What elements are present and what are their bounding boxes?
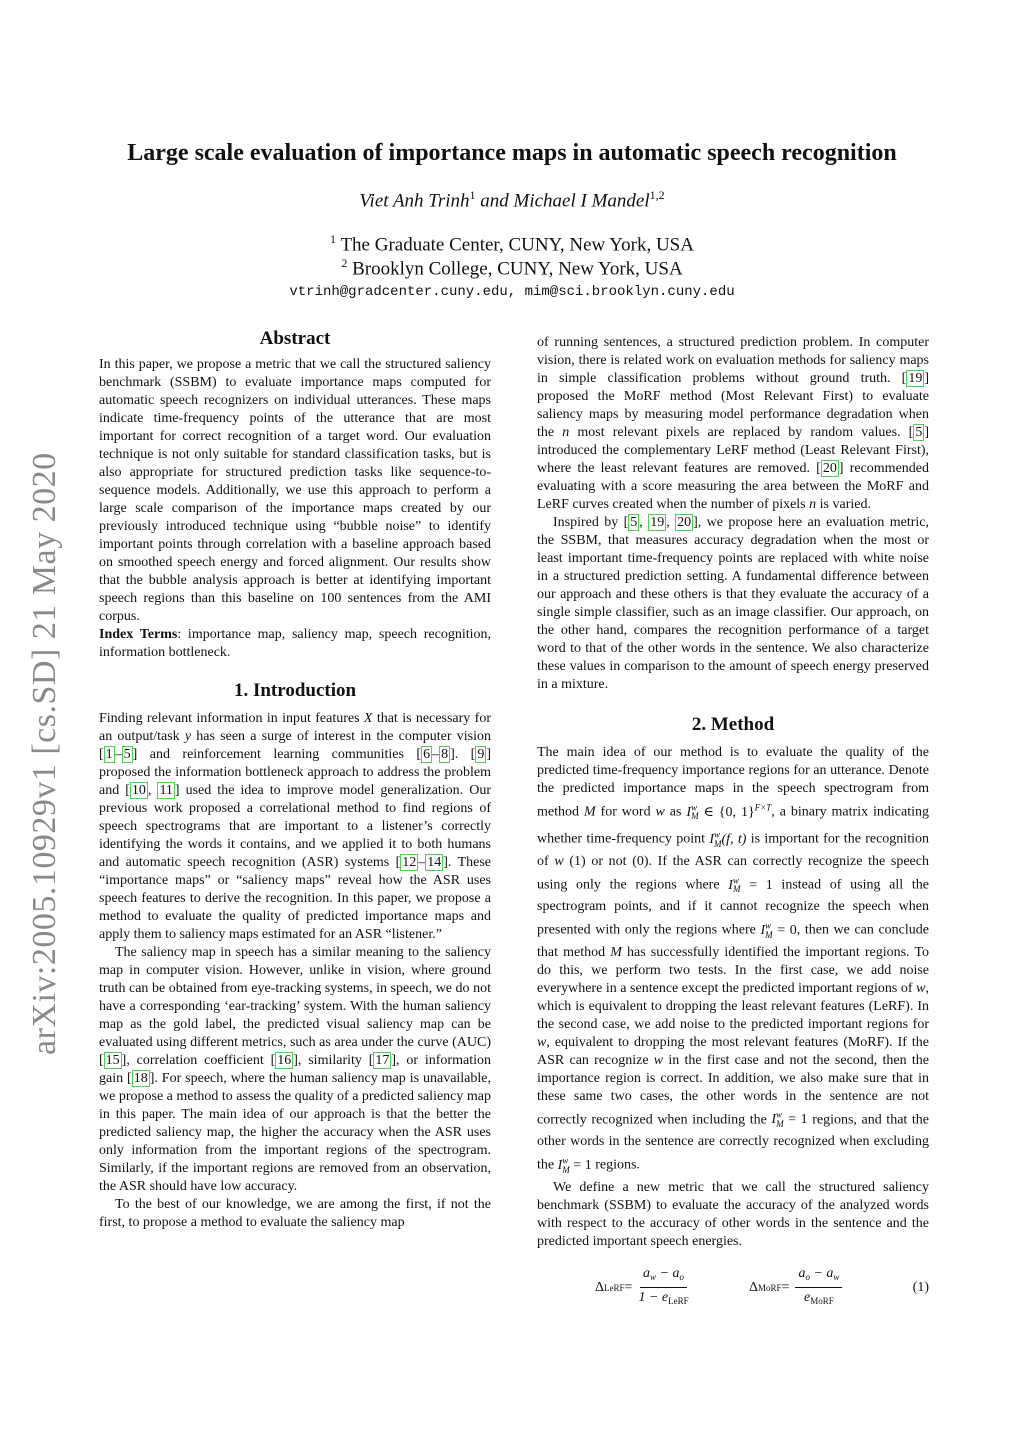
math-var: w [537, 1034, 547, 1050]
introduction-heading: 1. Introduction [233, 680, 357, 701]
affiliation-2 [0, 256, 1024, 280]
author-conjunction: and [475, 190, 514, 212]
math-sup: w [776, 1109, 783, 1120]
equation-1 [537, 1265, 929, 1311]
text-run: ] recommended evaluating with a score measuring the area between the MoRF and LeRF curves created when the number of pixels [537, 461, 929, 512]
text-run: , a binary matrix indicating whether time-frequency point [537, 804, 930, 848]
eq-equals: = [624, 1279, 633, 1295]
intro-paragraph-3: To the best of our knowledge, we are among the first, if not the first, to propose a method to evaluate the saliency map [99, 1197, 491, 1230]
author-2-affiliation: 1,2 [649, 188, 665, 202]
text-run: The main idea of our method is to evaluate the quality of the predicted time-frequency importance regions for an utterance. Denote the predicted importance maps in the speech spectrogram from method [537, 745, 929, 820]
eq-sub: o [679, 1272, 685, 1283]
text-run: , [147, 783, 158, 798]
math-rest: = 1 [569, 1157, 592, 1173]
eq-sub: LeRF [668, 1296, 689, 1307]
math-var: M [583, 804, 596, 820]
math-symbol: I [686, 804, 692, 820]
text-run: for word [595, 804, 656, 820]
citation-link[interactable]: 16 [277, 1053, 292, 1068]
math-sub: M [776, 1119, 784, 1130]
math-mask-one [771, 1109, 808, 1130]
index-terms-label: Index Terms [99, 627, 178, 642]
text-run: is varied. [816, 497, 871, 512]
text-run: as [664, 804, 687, 820]
citation-link[interactable]: 9 [477, 747, 485, 762]
eq-delta: Δ [595, 1279, 605, 1295]
math-rest: = 1 [783, 1112, 808, 1128]
eq-term: − a [809, 1266, 834, 1282]
author-emails: vtrinh@gradcenter.cuny.edu, mim@sci.brooklyn.cuny.edu [289, 284, 735, 300]
eq-equals: = [781, 1279, 790, 1295]
math-sup: w [765, 920, 772, 931]
citation-link[interactable]: 19 [908, 371, 923, 386]
method-paragraph-1 [537, 744, 929, 1179]
affiliation-1-mark: 1 [330, 232, 337, 246]
affiliation-2-text: Brooklyn College, CUNY, New York, USA [347, 258, 683, 280]
eq-term: a [643, 1266, 651, 1282]
math-rest: = 1 [740, 877, 773, 893]
affiliation-1-text: The Graduate Center, CUNY, New York, USA [336, 234, 694, 256]
math-symbol: I [709, 832, 714, 848]
text-run: ] and reinforcement learning communities [ [132, 747, 422, 762]
math-rest: = 0 [772, 923, 797, 939]
citation-link[interactable]: 18 [133, 1071, 148, 1086]
citation-link[interactable]: 5 [630, 515, 638, 530]
author-1-affiliation: 1 [469, 188, 476, 202]
math-mask-zero [760, 920, 797, 940]
index-terms [99, 626, 491, 662]
text-run: , equivalent to dropping the most relevant features (MoRF). If the ASR can recognize [537, 1034, 929, 1068]
math-sup: w [714, 829, 721, 840]
math-mask-one [728, 874, 773, 895]
math-mask-one [557, 1155, 592, 1175]
text-run: – [432, 747, 440, 762]
paper-title: Large scale evaluation of importance maps in automatic speech recognition [127, 140, 897, 166]
abstract-text: In this paper, we propose a metric that we call the structured saliency benchmark (SSBM) to evaluate importance maps computed for automatic speech recognizers on individual utterances. These maps indicate time-frequency points of the utterance that are most important for correct recognition of a target word. Our evaluation technique is not only suitable for standard classification tasks, but is also appropriate for structured prediction tasks like sequence-to-sequence models. Additionally, we use this approach to perform a large scale comparison of the importance maps created by our previously introduced technique using “bubble noise” to identify important points through correlation with a baseline approach based on smoothed speech energy and forced alignment. Our results show that the bubble analysis approach is better at identifying important speech regions than this baseline on 100 sentences from the AMI corpus. [99, 357, 491, 624]
eq-denominator [804, 1288, 834, 1310]
intro-paragraph-2 [99, 944, 491, 1196]
left-column [99, 330, 491, 1232]
text-run: in the first case and not the second, then the importance region is correct. In addition, we also make sure that in these same two cases, the other words in the sentence are not correctly recognized when including the [537, 1052, 929, 1128]
abstract-heading: Abstract [259, 328, 331, 349]
math-pow: F×T [754, 802, 772, 812]
text-run: ], correlation coefficient [ [121, 1053, 276, 1068]
text-run: ], we propose here an evaluation metric, the SSBM, that measures accuracy degradation when the most or least important time-frequency points are replaced with white noise in a structured prediction setting. A fundamental difference between our approach and these others is that they evaluate the accuracy of a single simple classifier, such as an image classifier. Our approach, on the other hand, compares the recognition performance of a target word to that of the other words in the sentence. We also characterize these values in comparison to the amount of speech energy preserved in a mixture. [537, 515, 930, 692]
citation-link[interactable]: 10 [131, 783, 146, 798]
eq-sub: MoRF [810, 1296, 834, 1307]
math-importance-map [686, 802, 772, 822]
math-rest: ∈ {0, 1} [698, 804, 755, 820]
text-run: of running sentences, a structured prediction problem. In computer vision, there is related work on evaluation methods for saliency maps in simple classification problems without ground truth. [ [537, 335, 929, 386]
text-run: has successfully identified the important regions. To do this, we perform two tests. In the first case, we add noise everywhere in a sentence except the predicted important regions of [537, 944, 929, 996]
eq-sub: o [805, 1272, 810, 1283]
text-run: regions. [591, 1157, 640, 1173]
affiliation-1 [0, 232, 1024, 256]
text-run: , then we can conclude that method [537, 923, 929, 960]
text-run: most relevant pixels are replaced by random values. [ [569, 425, 914, 440]
math-var: w [655, 804, 665, 820]
citation-link[interactable]: 20 [822, 461, 837, 476]
text-run: ]. These “importance maps” or “saliency maps” reveal how the ASR uses speech features to derive the recognition. In this paper, we propose a method to evaluate the quality of predicted importance maps and apply them to saliency maps estimated for an ASR “listener.” [99, 855, 491, 942]
math-var: M [610, 944, 622, 960]
method-heading: 2. Method [691, 714, 775, 735]
citation-link[interactable]: 11 [159, 783, 173, 798]
citation-link[interactable]: 12 [402, 855, 417, 870]
citation-link[interactable]: 20 [677, 515, 692, 530]
citation-link[interactable]: 19 [650, 515, 665, 530]
citation-link[interactable]: 15 [105, 1053, 120, 1068]
text-run: is important for the recognition of [537, 832, 929, 869]
text-run: – [114, 747, 122, 762]
text-run: , [639, 515, 649, 530]
text-run: ] introduced the complementary LeRF method (Least Relevant First), where the least relevant features are removed. [ [537, 425, 929, 476]
citation-link[interactable]: 17 [375, 1053, 390, 1068]
eq-sub: MoRF [758, 1282, 782, 1293]
math-sub: M [714, 838, 722, 849]
equation-number: (1) [912, 1279, 929, 1295]
text-run: has seen a surge of interest in the computer vision [ [99, 729, 491, 762]
eq-numerator [640, 1265, 687, 1288]
math-var: n [562, 425, 570, 440]
text-run: regions, and that the other words in the sentence are correctly recognized when excluding the [537, 1112, 929, 1173]
math-symbol: I [760, 923, 766, 939]
citation-link[interactable]: 5 [123, 747, 131, 762]
math-sub: M [732, 884, 741, 895]
citation-link[interactable]: 14 [427, 855, 442, 870]
math-var: y [184, 729, 192, 744]
eq-sub: LeRF [604, 1282, 625, 1293]
text-run: ], or information gain [ [99, 1053, 491, 1086]
eq-fraction-lerf [638, 1265, 688, 1310]
math-var: w [653, 1052, 664, 1068]
math-sub: M [562, 1164, 570, 1175]
equation-lerf [595, 1265, 689, 1311]
eq-term: − a [656, 1266, 680, 1282]
citation-link[interactable]: 1 [105, 747, 113, 762]
intro-paragraph-1 [99, 710, 491, 944]
citation-link[interactable]: 6 [423, 747, 431, 762]
text-run: – [418, 855, 426, 870]
eq-numerator [795, 1265, 842, 1288]
eq-delta: Δ [749, 1279, 759, 1295]
eq-term: a [798, 1266, 806, 1282]
math-sub: M [765, 929, 773, 940]
author-line [0, 188, 1024, 212]
author-1: Viet Anh Trinh [359, 190, 470, 212]
right-column [537, 334, 929, 1311]
citation-link[interactable]: 5 [915, 425, 923, 440]
text-run: , which is equivalent to dropping the least relevant features (LeRF). In the second case, we add noise to the predicted important regions for [537, 980, 929, 1032]
method-paragraph-2: We define a new metric that we call the structured saliency benchmark (SSBM) to evaluate the accuracy of the analyzed words with respect to the accuracy of other words in the sentence and the predicted important speech energies. [537, 1179, 929, 1249]
math-sup: w [562, 1155, 569, 1166]
eq-term: 1 − e [638, 1290, 669, 1306]
math-symbol: I [771, 1112, 777, 1128]
math-var: w [554, 853, 564, 869]
index-terms-text: : importance map, saliency map, speech recognition, information bottleneck. [99, 627, 491, 660]
text-run: ] proposed the information bottleneck approach to address the problem and [ [99, 747, 491, 798]
author-2: Michael I Mandel [513, 190, 650, 212]
text-run: that is necessary for an output/task [99, 711, 491, 744]
affiliation-2-mark: 2 [341, 256, 348, 270]
arxiv-identifier-stamp: arXiv:2005.10929v1 [cs.SD] 21 May 2020 [26, 452, 63, 1055]
eq-denominator [638, 1288, 688, 1310]
math-sup: w [691, 802, 698, 812]
text-run: ]. For speech, where the human saliency map is unavailable, we propose a method to assess the quality of a predicted saliency map in this paper. The main idea of our approach is that the better the predicted saliency map, the higher the accuracy when the ASR uses only information from the important regions of the spectrogram. Similarly, if the important regions are removed from an observation, the ASR should have low accuracy. [99, 1071, 491, 1194]
eq-sub: w [650, 1272, 657, 1283]
math-var: n [809, 497, 817, 512]
related-work-paragraph-2 [537, 514, 929, 694]
text-run: , [666, 515, 676, 530]
text-run: instead of using all the spectrogram points, and if it cannot recognize the speech when presented with only the regions where [537, 877, 929, 939]
text-run: The saliency map in speech has a similar meaning to the saliency map in computer vision. However, unlike in vision, where ground truth can be obtained from eye-tracking systems, in speech, we do not have a corresponding ‘ear-tracking’ system. With the human saliency map as the gold label, the predicted visual saliency map can be evaluated using different metrics, such as area under the curve (AUC) [ [99, 945, 491, 1068]
text-run: (1) or not (0). If the ASR can correctly recognize the speech using only the regions where [537, 853, 929, 893]
math-symbol: I [728, 877, 733, 893]
text-run: Finding relevant information in input features [99, 711, 364, 726]
math-sup: w [732, 874, 739, 885]
math-rest: (f, t) [721, 832, 747, 848]
math-importance-point [709, 829, 747, 849]
text-run: ] used the idea to improve model generalization. Our previous work proposed a correlational method to find regions of speech spectrograms that are important to a listener’s correctly identifying the words it contains, and we applied it to both humans and automatic speech recognition (ASR) systems [ [99, 783, 491, 870]
text-run: ] proposed the MoRF method (Most Relevant First) to evaluate saliency maps by measuring model performance degradation when the [537, 371, 929, 440]
math-var: X [363, 711, 373, 726]
math-symbol: I [557, 1157, 563, 1173]
text-run: ], similarity [ [293, 1053, 374, 1068]
math-sub: M [691, 811, 699, 822]
eq-term: e [804, 1290, 811, 1306]
eq-sub: w [833, 1272, 840, 1283]
math-var: w [916, 980, 926, 996]
text-run: Inspired by [ [553, 515, 629, 530]
citation-link[interactable]: 8 [441, 747, 449, 762]
eq-fraction-morf [795, 1265, 842, 1310]
equation-morf [749, 1265, 842, 1311]
related-work-paragraph-1 [537, 334, 929, 514]
text-run: ]. [ [450, 747, 476, 762]
